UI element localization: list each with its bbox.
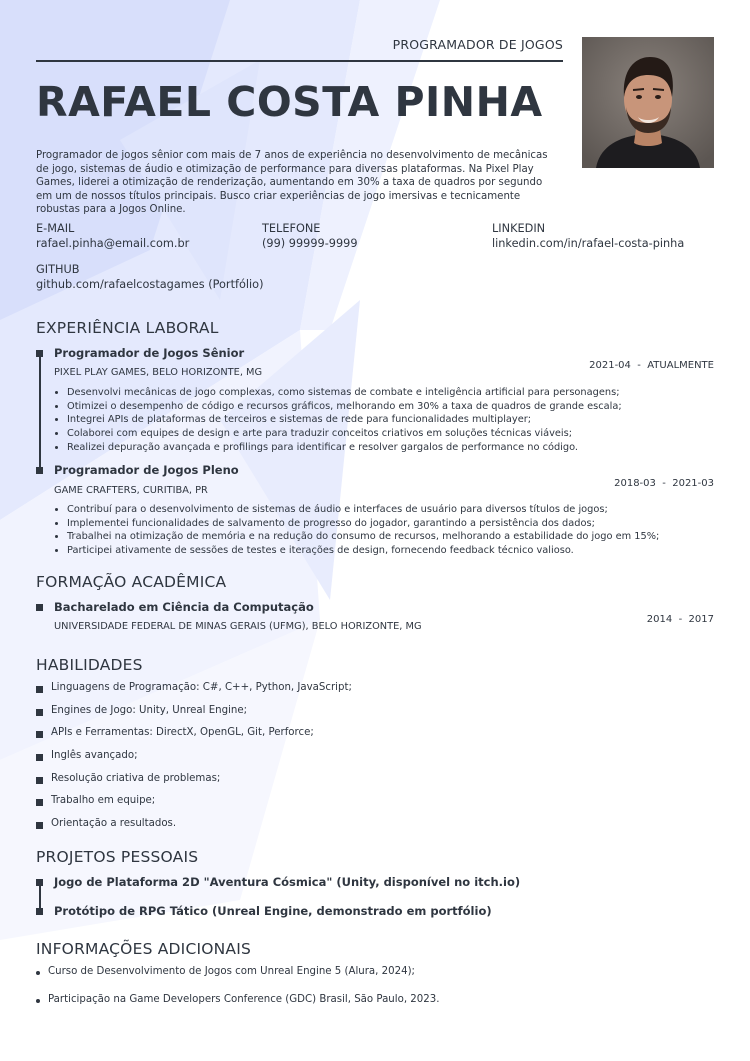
email-label: E-MAIL — [36, 222, 75, 235]
list-item: • Desenvolvi mecânicas de jogo complexas, como sistemas de combate e inteligência artificial para personagens; — [67, 386, 622, 400]
education-marker — [36, 604, 43, 611]
list-item: • Integrei APIs de plataformas de terceiros e sistemas de rede para funcionalidades multiplayer; — [67, 413, 622, 427]
phone-value[interactable]: (99) 99999-9999 — [262, 237, 358, 250]
experience-marker — [36, 350, 43, 357]
project-item: Jogo de Plataforma 2D "Aventura Cósmica" (Unity, disponível no itch.io) — [54, 875, 521, 889]
skill-marker — [36, 731, 43, 738]
skill-item: Engines de Jogo: Unity, Unreal Engine; — [51, 705, 248, 716]
candidate-name: RAFAEL COSTA PINHA — [36, 78, 543, 126]
project-marker — [36, 908, 43, 915]
degree-title: Bacharelado em Ciência da Computação — [54, 600, 314, 614]
portrait-illustration — [582, 37, 714, 168]
job-date-1: 2021-04 - ATUALMENTE — [589, 360, 714, 371]
skill-item: Resolução criativa de problemas; — [51, 773, 221, 784]
project-marker — [36, 879, 43, 886]
linkedin-value[interactable]: linkedin.com/in/rafael-costa-pinha — [492, 237, 685, 250]
project-item: Protótipo de RPG Tático (Unreal Engine, demonstrado em portfólio) — [54, 904, 492, 918]
skill-item: Orientação a resultados. — [51, 818, 177, 829]
skill-marker — [36, 754, 43, 761]
job-org-2: GAME CRAFTERS, CURITIBA, PR — [54, 485, 208, 496]
contact-phone — [262, 222, 358, 250]
job-date-2: 2018-03 - 2021-03 — [614, 478, 714, 489]
skill-item: APIs e Ferramentas: DirectX, OpenGL, Git, Perforce; — [51, 727, 314, 738]
list-item: • Trabalhei na otimização de memória e na redução do consumo de recursos, melhorando a estabilidade do jogo em 15%; — [67, 530, 659, 544]
additional-bullet — [36, 999, 40, 1003]
skill-item: Inglês avançado; — [51, 750, 138, 761]
skill-item: Linguagens de Programação: C#, C++, Python, JavaScript; — [51, 682, 352, 693]
additional-bullet — [36, 971, 40, 975]
additional-item: Curso de Desenvolvimento de Jogos com Unreal Engine 5 (Alura, 2024); — [48, 966, 415, 977]
phone-label: TELEFONE — [262, 222, 321, 235]
linkedin-label: LINKEDIN — [492, 222, 546, 235]
job-org-1: PIXEL PLAY GAMES, BELO HORIZONTE, MG — [54, 367, 263, 378]
job-title: PROGRAMADOR DE JOGOS — [392, 37, 563, 52]
github-value[interactable]: github.com/rafaelcostagames (Portfólio) — [36, 278, 264, 291]
experience-marker — [36, 467, 43, 474]
experience-timeline — [39, 354, 41, 471]
skill-marker — [36, 822, 43, 829]
additional-heading: INFORMAÇÕES ADICIONAIS — [36, 940, 252, 958]
job-title-1: Programador de Jogos Sênior — [54, 346, 245, 360]
list-item: • Contribuí para o desenvolvimento de sistemas de áudio e interfaces de usuário para diversos títulos de jogos; — [67, 503, 659, 517]
contact-github — [36, 263, 263, 291]
title-divider — [36, 60, 563, 62]
list-item: • Colaborei com equipes de design e arte para traduzir conceitos criativos em soluções técnicas viáveis; — [67, 427, 622, 441]
list-item: • Otimizei o desempenho de código e recursos gráficos, melhorando em 30% a taxa de quadros de grande escala; — [67, 400, 622, 414]
list-item: • Participei ativamente de sessões de testes e iterações de design, fornecendo feedback técnico valioso. — [67, 544, 659, 558]
list-item: • Implementei funcionalidades de salvamento de progresso do jogador, garantindo a persistência dos dados; — [67, 517, 659, 531]
email-value[interactable]: rafael.pinha@email.com.br — [36, 237, 190, 250]
additional-item: Participação na Game Developers Conference (GDC) Brasil, São Paulo, 2023. — [48, 994, 440, 1005]
github-label: GITHUB — [36, 263, 80, 276]
professional-summary: Programador de jogos sênior com mais de 7 anos de experiência no desenvolvimento de mecânicas de jogo, sistemas de áudio e otimização de performance para diversas plataformas. Na Pixel Play Games, liderei a otimização de renderização, aumentando em 30% a taxa de quadros por segundo em um de nossos títulos principais. Busco criar experiências de jogo imersivas e tecnicamente robustas para a Jogos Online. — [36, 150, 548, 216]
experience-heading: EXPERIÊNCIA LABORAL — [36, 319, 219, 337]
education-heading: FORMAÇÃO ACADÊMICA — [36, 573, 227, 591]
skill-marker — [36, 686, 43, 693]
degree-date: 2014 - 2017 — [646, 614, 714, 625]
job-title-2: Programador de Jogos Pleno — [54, 463, 239, 477]
skill-marker — [36, 799, 43, 806]
list-item: • Realizei depuração avançada e profilings para identificar e resolver gargalos de performance no código. — [67, 441, 622, 455]
skill-marker — [36, 777, 43, 784]
profile-photo — [582, 37, 714, 168]
contact-linkedin — [492, 222, 684, 250]
job-bullets-1 — [54, 386, 622, 455]
degree-institution: UNIVERSIDADE FEDERAL DE MINAS GERAIS (UFMG), BELO HORIZONTE, MG — [54, 621, 422, 632]
contact-email — [36, 222, 189, 250]
skill-marker — [36, 709, 43, 716]
job-bullets-2 — [54, 503, 659, 558]
skill-item: Trabalho em equipe; — [51, 795, 156, 806]
projects-heading: PROJETOS PESSOAIS — [36, 848, 199, 866]
skills-heading: HABILIDADES — [36, 656, 143, 674]
